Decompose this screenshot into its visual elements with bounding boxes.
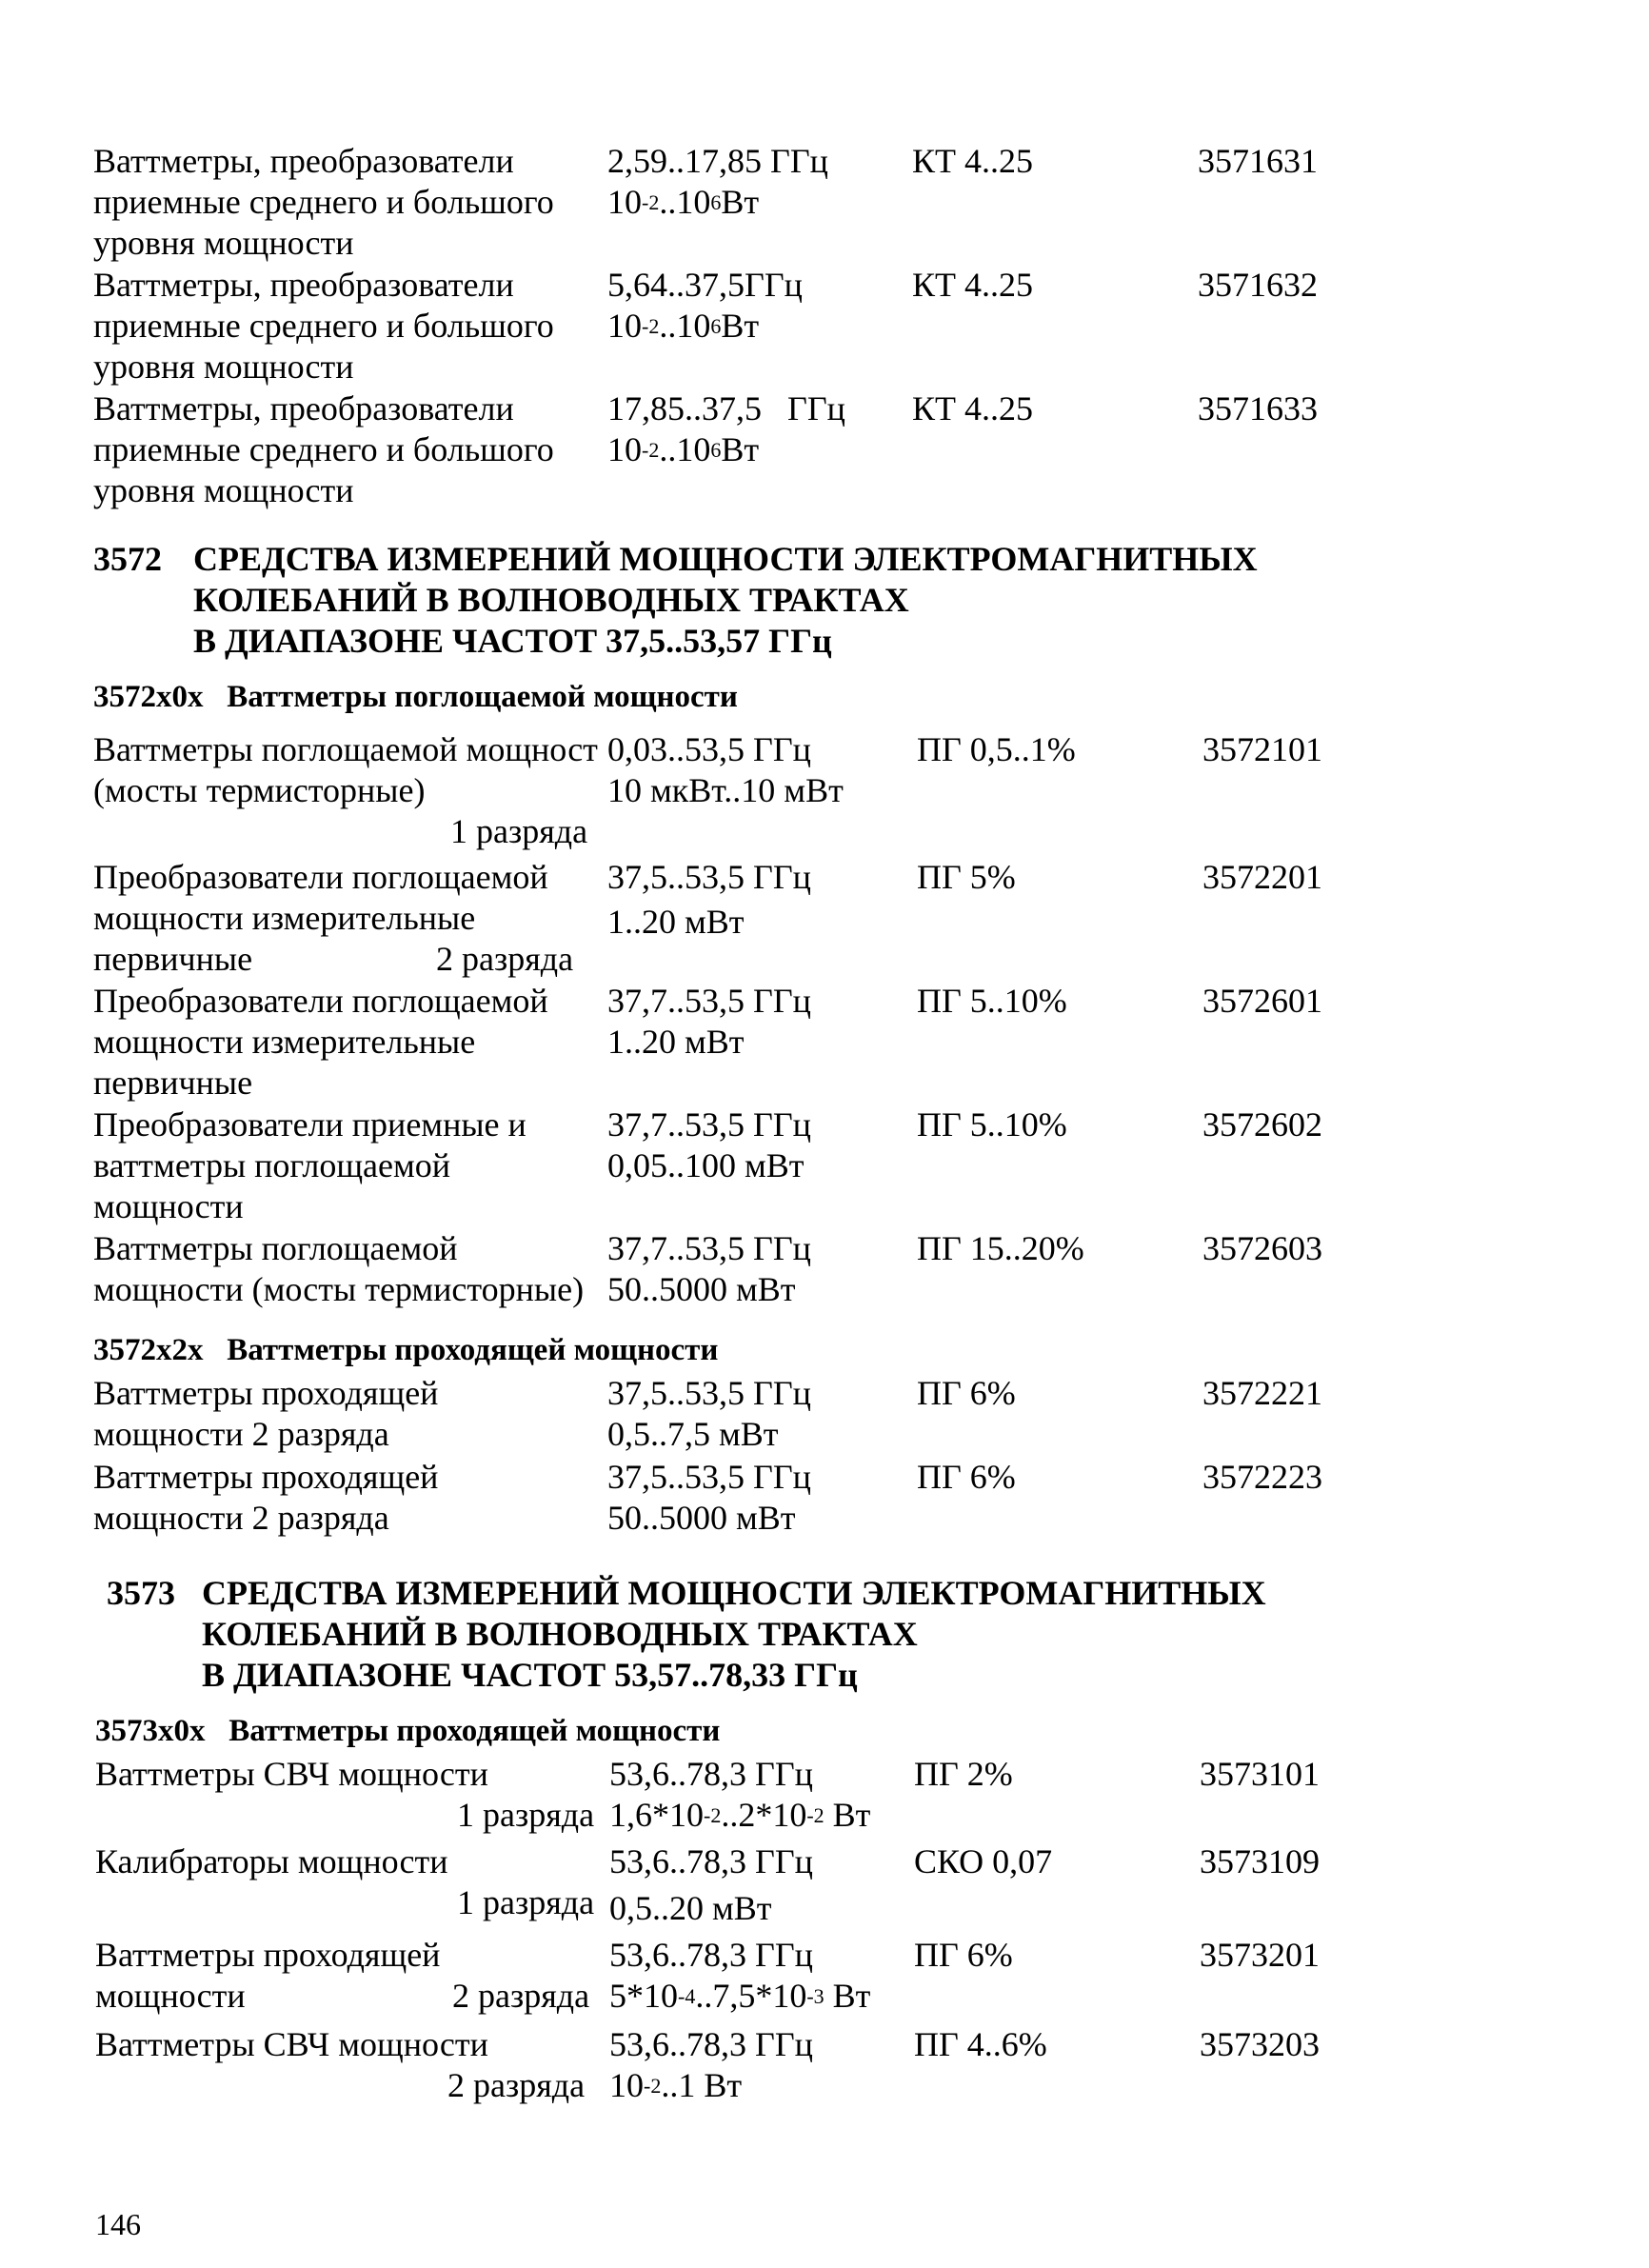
frequency-range: 53,6..78,3 ГГц 0,5..20 мВт xyxy=(609,1841,914,1929)
frequency-range: 37,5..53,5 ГГц 1..20 мВт xyxy=(607,858,811,941)
device-name: Преобразователи поглощаемой мощности измерительные первичные 2 разряда xyxy=(93,858,574,978)
accuracy: ПГ 4..6% xyxy=(914,2025,1047,2063)
accuracy: СКО 0,07 xyxy=(914,1842,1053,1880)
code: 3572603 xyxy=(1202,1229,1322,1267)
code: 3572101 xyxy=(1202,730,1322,768)
device-name: Ваттметры, преобразователи приемные среднего и большого уровня мощности xyxy=(93,142,554,262)
frequency-range: 2,59..17,85 ГГц $10^{-2}..10^6Вт$ xyxy=(607,141,912,223)
device-name: Ваттметры проходящей мощности 2 разряда xyxy=(95,1936,590,2015)
accuracy: ПГ 15..20% xyxy=(917,1229,1084,1267)
device-name: Ваттметры, преобразователи приемные среднего и большого уровня мощности xyxy=(93,389,554,509)
grade-label: 2 разряда xyxy=(436,940,574,978)
power-range: $10^{-2}..10^6Вт$ xyxy=(607,307,760,345)
frequency-range: 5,64..37,5ГГц $10^{-2}..10^6Вт$ xyxy=(607,265,912,347)
device-name: Ваттметры поглощаемой мощност (мосты термисторные) 1 разряда xyxy=(93,729,607,852)
device-name: Ваттметры проходящей мощности 2 разряда xyxy=(93,1374,439,1453)
accuracy: ПГ 6% xyxy=(917,1458,1016,1496)
subsection-heading: 3572х0х Ваттметры поглощаемой мощности xyxy=(93,680,738,714)
grade-label: 1 разряда xyxy=(450,812,588,850)
code: 3573109 xyxy=(1200,1842,1320,1880)
device-name: Калибраторы мощности 1 разряда xyxy=(95,1841,609,1923)
code: 3573101 xyxy=(1200,1755,1320,1793)
accuracy: ПГ 2% xyxy=(914,1755,1013,1793)
code: 3572201 xyxy=(1202,858,1322,896)
code: 3572602 xyxy=(1202,1105,1322,1144)
accuracy: КТ 4..25 xyxy=(912,142,1034,180)
code: 3571632 xyxy=(1198,266,1318,304)
power-range: 0,5..20 мВт xyxy=(609,1889,772,1927)
device-name: Ваттметры поглощаемой мощности (мосты термисторные) xyxy=(93,1229,585,1308)
grade-label: 2 разряда xyxy=(452,1977,590,2015)
accuracy: ПГ 5..10% xyxy=(917,982,1067,1020)
device-name: Ваттметры СВЧ мощности 2 разряда xyxy=(95,2024,609,2106)
code: 3572223 xyxy=(1202,1458,1322,1496)
grade-label: 1 разряда xyxy=(457,1883,595,1921)
code: 3572221 xyxy=(1202,1374,1322,1412)
frequency-range: 53,6..78,3 ГГц $5*10^{-4}..7,5*10^{-3}$ Вт xyxy=(609,1935,914,2017)
code: 3571631 xyxy=(1198,142,1318,180)
page-number: 146 xyxy=(95,2207,141,2241)
code: 3573201 xyxy=(1200,1936,1320,1974)
power-range: $1,6*10^{-2}..2*10^{-2}$ Вт xyxy=(609,1796,871,1834)
code: 3572601 xyxy=(1202,982,1322,1020)
grade-label: 2 разряда xyxy=(447,2066,586,2104)
device-name: Преобразователи поглощаемой мощности измерительные первичные xyxy=(93,982,548,1102)
code: 3571633 xyxy=(1198,389,1318,428)
accuracy: ПГ 0,5..1% xyxy=(917,730,1076,768)
power-range: $10^{-2}..10^6Вт$ xyxy=(607,430,760,468)
frequency-range: 53,6..78,3 ГГц $1,6*10^{-2}..2*10^{-2}$ Вт xyxy=(609,1754,914,1836)
power-range: $5*10^{-4}..7,5*10^{-3}$ Вт xyxy=(609,1977,871,2015)
accuracy: КТ 4..25 xyxy=(912,266,1034,304)
accuracy: ПГ 6% xyxy=(914,1936,1013,1974)
accuracy: КТ 4..25 xyxy=(912,389,1034,428)
frequency-range: 37,5..53,5 ГГц 50..5000 мВт xyxy=(607,1458,811,1537)
subsection-heading: 3572х2х Ваттметры проходящей мощности xyxy=(93,1333,719,1367)
accuracy: ПГ 6% xyxy=(917,1374,1016,1412)
subsection-heading: 3573х0х Ваттметры проходящей мощности xyxy=(95,1714,721,1748)
document-page: Ваттметры, преобразователи приемные среднего и большого уровня мощности 2,59..17,85 ГГц $10^{-2}..10^6Вт$ КТ 4..25 3571631 Ваттметры, преобразователи приемные среднего и большого уровня мощности 5,64..37,5ГГц $10^{-2}..10^6Вт$ КТ 4..25 3571632 Ваттметры, преобразователи приемные среднего и большого уровня мощности 17,85..37,5 ГГц $10^{-2}..10^6Вт$ КТ 4..25 3571633 3572 СРЕДСТВА ИЗМЕРЕНИЙ МОЩНОСТИ ЭЛЕКТРОМАГНИТНЫХ КОЛЕБАНИЙ В ВОЛНОВОДНЫХ ТРАКТАХ В ДИАПАЗОНЕ ЧАСТОТ 37,5..53,57 ГГц 3572х0х Ваттметры поглощаемой мощности Ваттметры поглощаемой мощност (мосты термисторные) 1 разряда 0,03..53,5 ГГц 10 мкВт..10 мВт ПГ 0,5..1% 3572101 Преобразователи поглощаемой мощности измерительные первичные 2 разряда 37,5..53,5 ГГц 1..20 мВт ПГ 5% 3572201 Преобразователи поглощаемой мощности измерительные первичные 37,7..53,5 ГГц 1..20 мВт ПГ 5..10% 3572601 Преобразователи приемные и ваттметры поглощаемой мощности 37,7..53,5 ГГц 0,05..100 мВт ПГ 5..10% 3572602 Ваттметры поглощаемой мощности (мосты термисторные) 37,7..53,5 ГГц 50..5000 мВт ПГ 15..20% 3572603 3572х2х Ваттметры проходящей мощности Ваттметры проходящей мощности 2 разряда 37,5..53,5 ГГц 0,5..7,5 мВт ПГ 6% 3572221 Ваттметры проходящей мощности 2 разряда 37,5..53,5 ГГц 50..5000 мВт ПГ 6% 3572223 3573 СРЕДСТВА ИЗМЕРЕНИЙ МОЩНОСТИ ЭЛЕКТРОМАГНИТНЫХ КОЛЕБАНИЙ В ВОЛНОВОДНЫХ ТРАКТАХ В ДИАПАЗОНЕ ЧАСТОТ 53,57..78,33 ГГц 3573х0х Ваттметры проходящей мощности Ваттметры СВЧ мощности 1 разряда 53,6..78,3 ГГц $1,6*10^{-2}..2*10^{-2}$ Вт ПГ 2% 3573101 Калибраторы мощности 1 разряда 53,6..78,3 ГГц 0,5..20 мВт СКО 0,07 3573109 Ваттметры проходящей мощности 2 разряда 53,6..78,3 ГГц $5*10^{-4}..7,5*10^{-3}$ Вт ПГ 6% 3573201 Ваттметры СВЧ мощности 2 разряда 53,6..78,3 ГГц $10^{-2}..1$ Вт ПГ 4..6% 3573203 146 xyxy=(0,0,1649,2268)
device-name: Ваттметры проходящей мощности 2 разряда xyxy=(93,1458,439,1537)
power-range: $10^{-2}..10^6Вт$ xyxy=(607,183,760,221)
device-name: Преобразователи приемные и ваттметры поглощаемой мощности xyxy=(93,1105,526,1225)
frequency-range: 53,6..78,3 ГГц $10^{-2}..1$ Вт xyxy=(609,2024,914,2106)
code: 3573203 xyxy=(1200,2025,1320,2063)
frequency-range: 37,7..53,5 ГГц 50..5000 мВт xyxy=(607,1229,811,1308)
frequency-range: 37,7..53,5 ГГц 1..20 мВт xyxy=(607,982,811,1061)
device-name: Ваттметры, преобразователи приемные среднего и большого уровня мощности xyxy=(93,266,554,386)
device-name: Ваттметры СВЧ мощности 1 разряда xyxy=(95,1754,609,1836)
accuracy: ПГ 5..10% xyxy=(917,1105,1067,1144)
grade-label: 1 разряда xyxy=(457,1796,595,1834)
frequency-range: 0,03..53,5 ГГц 10 мкВт..10 мВт xyxy=(607,730,844,809)
power-range: $10^{-2}..1$ Вт xyxy=(609,2066,743,2104)
accuracy: ПГ 5% xyxy=(917,858,1016,896)
frequency-range: 17,85..37,5 ГГц $10^{-2}..10^6Вт$ xyxy=(607,388,912,470)
frequency-range: 37,5..53,5 ГГц 0,5..7,5 мВт xyxy=(607,1374,811,1453)
frequency-range: 37,7..53,5 ГГц 0,05..100 мВт xyxy=(607,1105,811,1184)
